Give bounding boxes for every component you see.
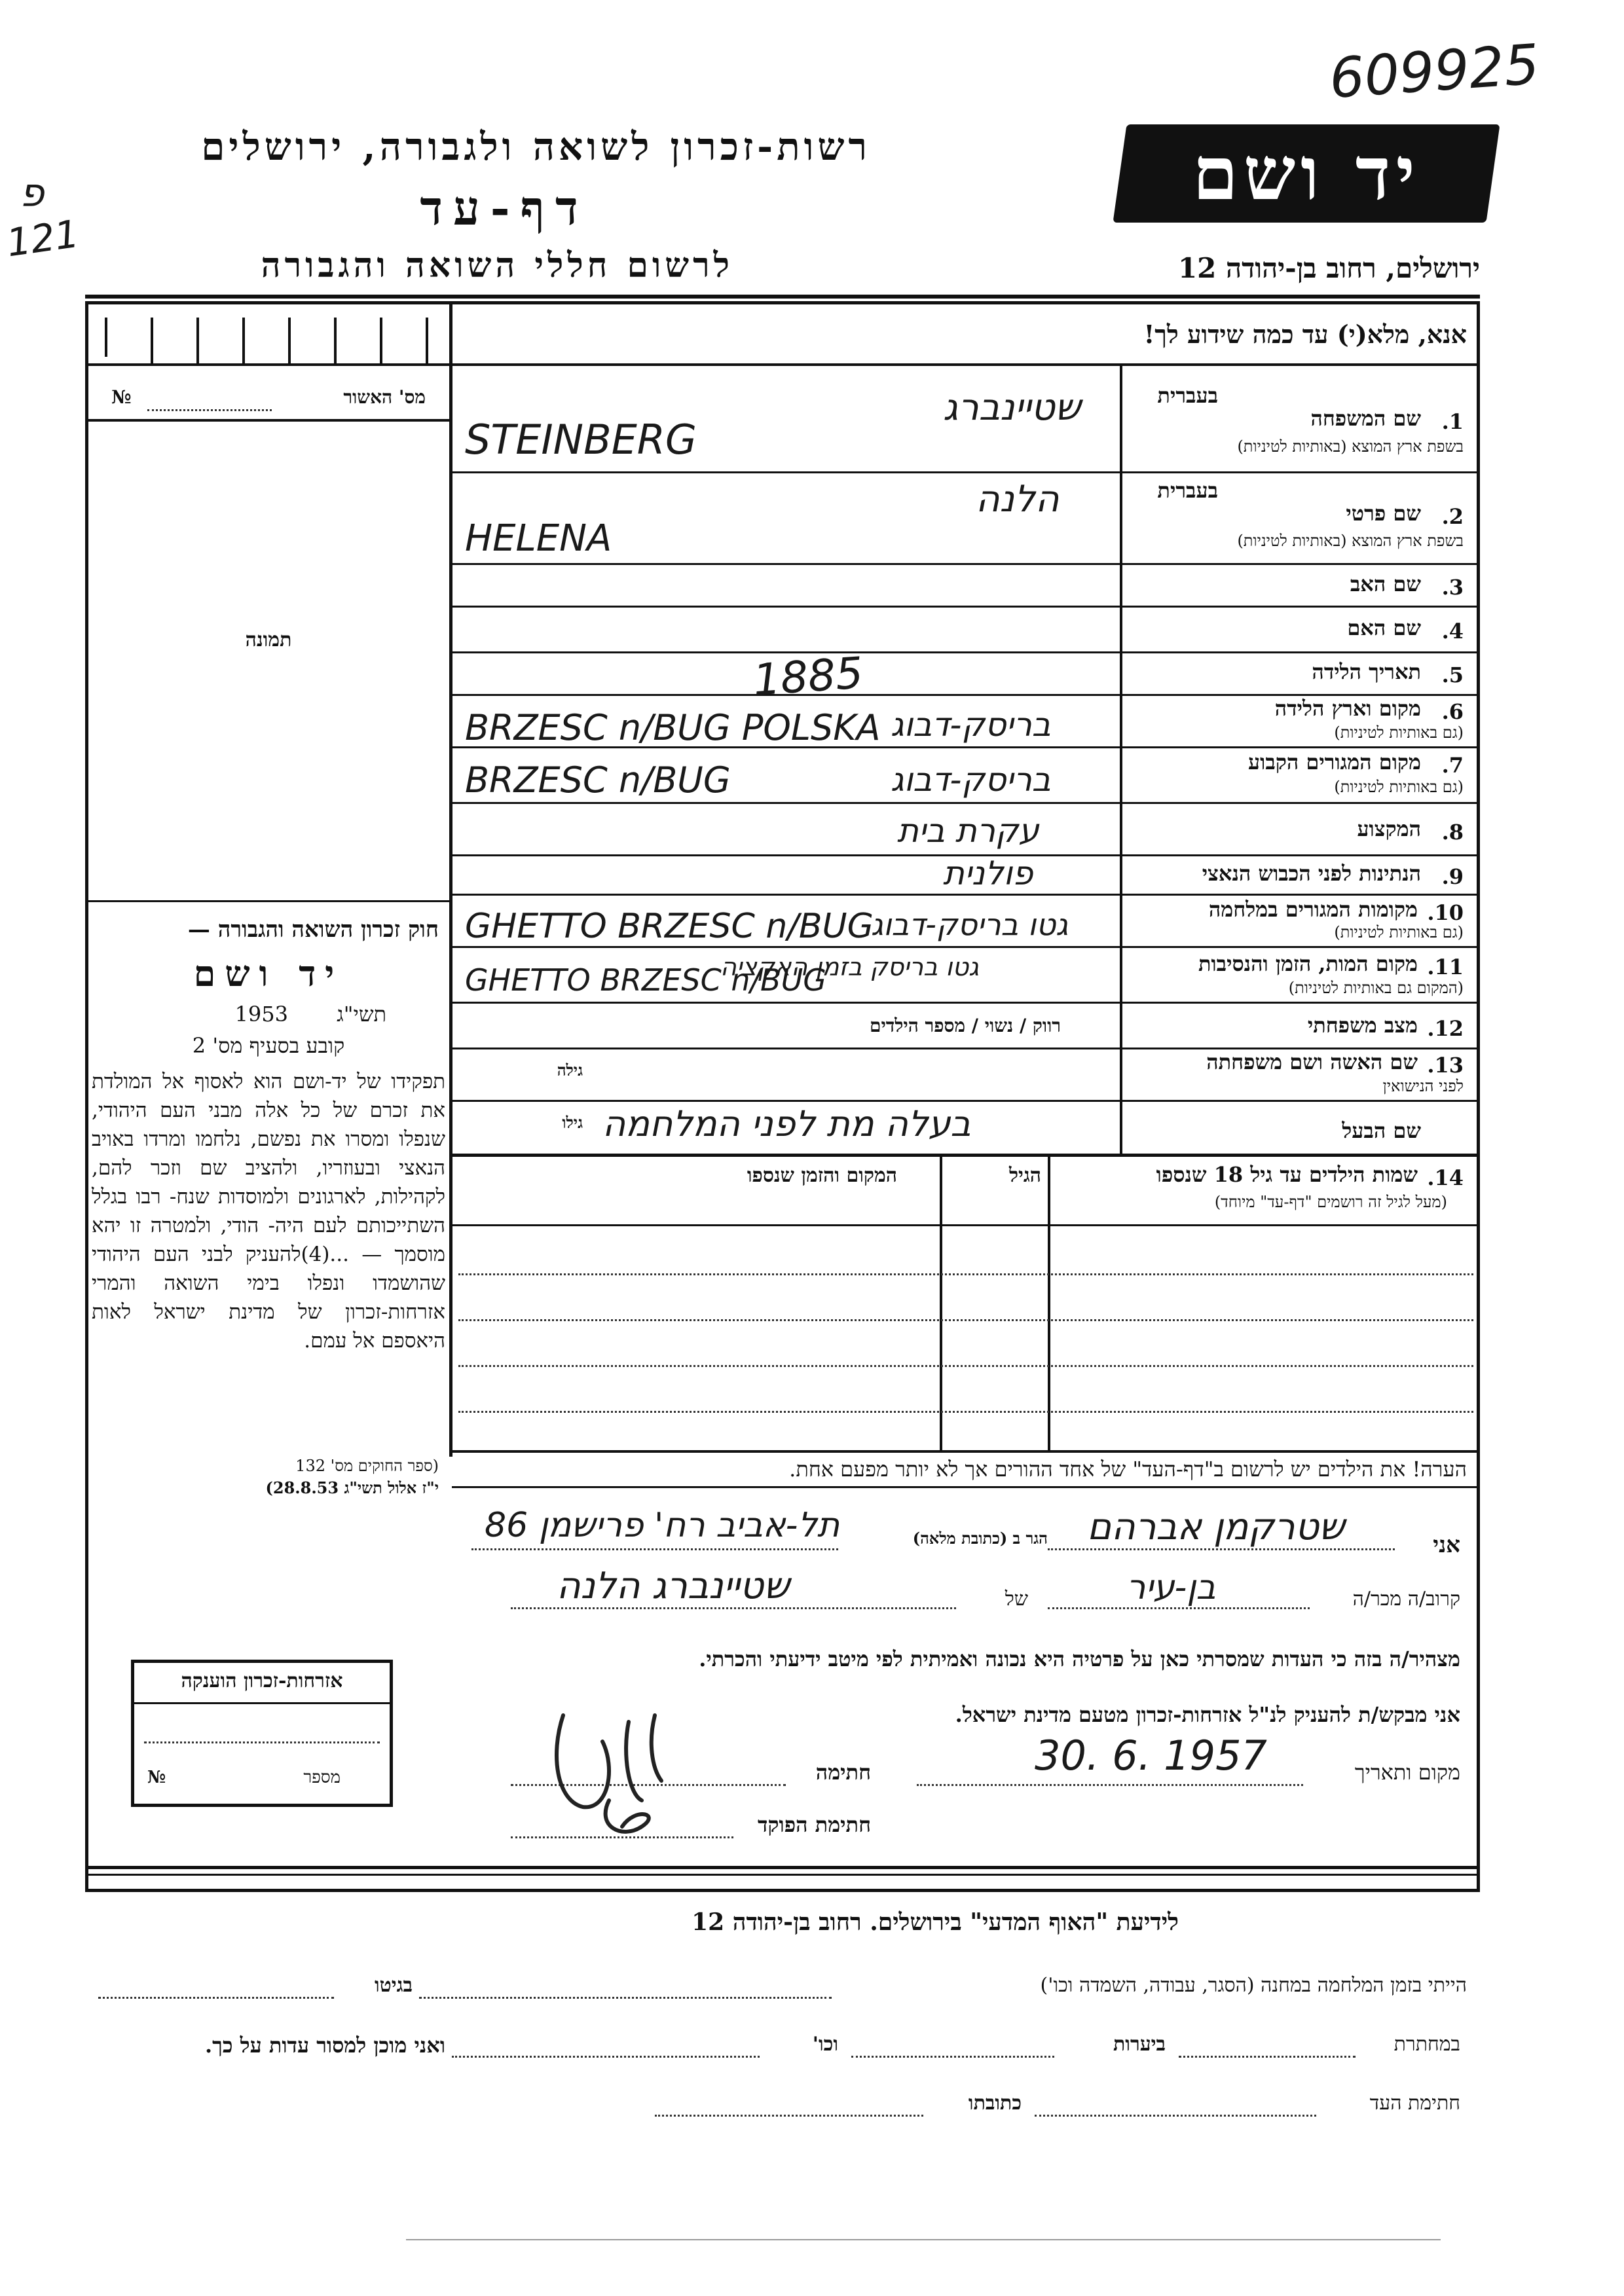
field-12-num: 12. xyxy=(1427,1016,1464,1041)
footer-address-line[interactable] xyxy=(655,2115,923,2117)
field-1-label: שם המשפחה xyxy=(1310,406,1421,431)
children-col-divider-1 xyxy=(1048,1156,1050,1450)
side-note-number: 121 xyxy=(3,211,82,266)
form-name: דף-עד xyxy=(420,180,589,236)
page-bottom-line xyxy=(406,2239,1441,2240)
header-divider xyxy=(85,295,1480,299)
approval-no-symbol: № xyxy=(111,386,132,408)
children-row[interactable] xyxy=(458,1319,1473,1321)
field-1-latin-value[interactable]: STEINBERG xyxy=(465,416,697,464)
law-clause: קובע בסעיף מס' 2 xyxy=(192,1033,345,1058)
footer-line3-start: חתימת העד xyxy=(1369,2092,1460,2115)
row-line xyxy=(452,471,1480,473)
row-line xyxy=(452,651,1480,653)
field-2-num: 2. xyxy=(1441,504,1464,529)
footer-line2-mid1: ביערות xyxy=(1113,2033,1166,2056)
footer-title: לידיעת "האוף המדעי" בירושלים. רחוב בן-יהודה 12 xyxy=(692,1908,1179,1936)
law-year-heb: תשי"ג xyxy=(337,1002,386,1027)
field-4-num: 4. xyxy=(1441,619,1464,644)
left-column-divider xyxy=(449,301,452,1457)
row-line xyxy=(452,946,1480,948)
children-col-age: הגיל xyxy=(1008,1164,1041,1187)
field-9-value[interactable]: פולנית xyxy=(943,854,1033,892)
decl-relation-value[interactable]: בן-עיר xyxy=(1126,1568,1216,1607)
field-10-sub: (גם באותיות לטיניות) xyxy=(1334,923,1464,941)
photo-label: תמונה xyxy=(245,629,292,651)
footer-line2-start: במחתרת xyxy=(1393,2033,1460,2056)
footer-line3-mid: כתובתו xyxy=(968,2092,1022,2115)
footer-witness-sign-line[interactable] xyxy=(1035,2115,1316,2117)
decl-relation-name[interactable]: שטיינברג הלנה xyxy=(557,1565,790,1607)
approval-boxes xyxy=(105,318,448,357)
decl-address-line xyxy=(471,1548,838,1550)
field-3-num: 3. xyxy=(1441,575,1464,600)
box-tick xyxy=(380,318,382,363)
field-8-num: 8. xyxy=(1441,820,1464,845)
box-tick xyxy=(196,318,199,363)
field-7-num: 7. xyxy=(1441,753,1464,778)
children-num: 14. xyxy=(1427,1165,1464,1190)
footer-etc-line[interactable] xyxy=(452,2056,760,2058)
address-header: ירושלים, רחוב בן-יהודה 12 xyxy=(1177,252,1480,284)
field-7-sub: (גם באותיות לטיניות) xyxy=(1334,778,1464,796)
box-tick xyxy=(242,318,245,363)
serial-number: 609925 xyxy=(1327,31,1541,111)
field-6-num: 6. xyxy=(1441,699,1464,724)
decl-resides-label: הגר ב (כתובת מלאה) xyxy=(912,1529,1048,1548)
field-13-label: שם האשה ושם משפחתה xyxy=(1206,1049,1418,1074)
law-source: (ספר החוקים מס' 132 xyxy=(295,1457,439,1475)
field-6-sub: (גם באותיות לטיניות) xyxy=(1334,723,1464,742)
children-label: שמות הילדים עד גיל 18 שנספו xyxy=(1156,1162,1418,1187)
children-row[interactable] xyxy=(458,1411,1473,1413)
box-tick xyxy=(151,318,153,363)
handwritten-signature xyxy=(537,1676,720,1853)
decl-i-label: אני xyxy=(1433,1532,1460,1558)
decl-place-date-line xyxy=(917,1784,1303,1786)
field-1-num: 1. xyxy=(1441,409,1464,434)
citizenship-no-symbol: № xyxy=(147,1768,166,1787)
law-source-date: י"ז אלול תשי"ג 28.8.53) xyxy=(265,1478,439,1497)
field-husband-label: שם הבעל xyxy=(1342,1118,1421,1143)
decl-inspector-label: חתימת הפוקד xyxy=(758,1812,871,1837)
row-line xyxy=(452,1100,1480,1102)
decl-place-date-label: מקום ותאריך xyxy=(1354,1760,1460,1785)
field-2-heb-value[interactable]: הלנה xyxy=(976,478,1060,520)
footer-divider-thick xyxy=(85,1866,1480,1869)
children-sub: (מעל לגיל זה רושמים "דף-עד" מיוחד) xyxy=(1214,1193,1447,1211)
field-5-num: 5. xyxy=(1441,663,1464,687)
photo-top xyxy=(85,419,452,422)
footer-line1-end: בגיטו xyxy=(374,1974,413,1997)
field-7-label: מקום המגורים הקבוע xyxy=(1248,750,1421,774)
children-note: הערה! את הילדים יש לרשום ב"דף-העד" של אחד ההורים אך לא יותר מפעם אחת. xyxy=(789,1457,1467,1482)
instruction-divider xyxy=(452,363,1480,366)
box-tick xyxy=(288,318,291,363)
field-2-latin-value[interactable]: HELENA xyxy=(465,517,612,560)
citizenship-divider xyxy=(131,1702,393,1704)
field-11-value[interactable]: גטו בריסק בזמן האקציה xyxy=(720,953,979,981)
field-10-label: מקומות המגורים במלחמה xyxy=(1208,897,1418,922)
law-logo: יד ושם xyxy=(193,953,344,994)
field-10-value[interactable]: גטו בריסק-דבוג xyxy=(871,907,1069,942)
field-8-label: המקצוע xyxy=(1357,816,1421,841)
field-8-value[interactable]: עקרת בית xyxy=(897,812,1039,850)
citizenship-line xyxy=(144,1741,380,1743)
citizenship-number-label: מספר xyxy=(303,1768,341,1787)
field-11-label: מקום המות, הזמן והנסיבות xyxy=(1198,951,1418,976)
field-12-label: מצב משפחתי xyxy=(1307,1013,1418,1038)
footer-underground-line[interactable] xyxy=(1179,2056,1356,2058)
field-10-num: 10. xyxy=(1427,900,1464,925)
children-bottom xyxy=(452,1450,1480,1453)
row-line xyxy=(452,1154,1480,1157)
decl-name-line xyxy=(1048,1548,1395,1550)
citizenship-title: אזרחות-זכרון הוענקה xyxy=(181,1669,343,1692)
children-col-place: המקום והזמן שנספו xyxy=(747,1164,897,1187)
field-2-heb-tag: בעברית xyxy=(1157,478,1218,503)
instruction: אנא, מלא(י) עד כמה שידוע לך! xyxy=(1143,319,1467,349)
approval-bottom xyxy=(85,363,452,366)
field-1-heb-value[interactable]: שטיינברג xyxy=(943,386,1081,429)
field-6-value[interactable]: בריסק-דבוג xyxy=(891,706,1051,744)
decl-address-value[interactable]: תל-אביב רח' פרישמן 86 xyxy=(485,1506,840,1545)
field-1-sub: בשפת ארץ המוצא (באותיות לטיניות) xyxy=(1237,437,1464,456)
authority-title: רשות-זכרון לשואה ולגבורה, ירושלים xyxy=(201,124,871,169)
field-12-status-options: רווק / נשוי / מספר הילדים xyxy=(869,1015,1061,1036)
footer-line2-end: ואני מוכן למסור עדות על כך. xyxy=(204,2033,445,2058)
field-2-sub: בשפת ארץ המוצא (באותיות לטיניות) xyxy=(1237,532,1464,550)
footer-forests-line[interactable] xyxy=(851,2056,1054,2058)
decl-relation-name-line xyxy=(511,1607,956,1609)
field-7-value[interactable]: בריסק-דבוג xyxy=(891,761,1051,799)
side-note-letter: פ xyxy=(20,170,45,216)
field-1-heb-tag: בעברית xyxy=(1157,383,1218,408)
approval-line xyxy=(147,409,272,411)
field-11-latin-value[interactable]: GHETTO BRZESC n/BUG xyxy=(465,962,826,998)
field-13-age-label: גילה xyxy=(557,1061,583,1080)
field-10-latin-value[interactable]: GHETTO BRZESC n/BUG xyxy=(465,907,874,946)
law-title: חוק זכרון השואה והגבורה — xyxy=(187,917,439,943)
field-husband-age-label: גילו xyxy=(562,1113,583,1132)
children-row[interactable] xyxy=(458,1273,1473,1275)
box-tick xyxy=(426,318,428,363)
field-7-latin-value[interactable]: BRZESC n/BUG xyxy=(465,759,731,801)
footer-divider-thin xyxy=(85,1874,1480,1876)
field-9-num: 9. xyxy=(1441,864,1464,889)
decl-relation-line xyxy=(1048,1607,1310,1609)
decl-name-value[interactable]: שטרקמן אברהם xyxy=(1087,1506,1345,1548)
field-husband-value[interactable]: בעלה מת לפני המלחמה xyxy=(602,1103,971,1144)
box-tick xyxy=(334,318,337,363)
field-2-label: שם פרטי xyxy=(1346,501,1421,526)
children-header-line xyxy=(452,1224,1480,1226)
footer-line1-start: הייתי בזמן המלחמה במחנה (הסגר, עבודה, השמדה וכו') xyxy=(1040,1974,1467,1997)
decl-statement: מצהיר/ה בזה כי העדות שמסרתי כאן על פרטיה היא נכונה ואמיתית לפי מיטב ידיעתי והכרתי. xyxy=(699,1647,1460,1671)
field-6-label: מקום וארץ הלידה xyxy=(1274,696,1421,721)
field-11-num: 11. xyxy=(1427,955,1464,979)
row-line xyxy=(452,894,1480,896)
law-year: 1953 xyxy=(234,1002,288,1027)
note-bottom xyxy=(452,1486,1480,1488)
field-5-label: תאריך הלידה xyxy=(1312,659,1421,684)
form-subtitle: לרשום חללי השואה והגבורה xyxy=(261,246,733,285)
footer-ghetto-line[interactable] xyxy=(98,1997,334,1999)
children-row[interactable] xyxy=(458,1365,1473,1367)
decl-of-label: של xyxy=(1005,1588,1028,1611)
sidebar-top xyxy=(85,900,452,902)
decl-place-date-value[interactable]: 30. 6. 1957 xyxy=(1035,1732,1267,1779)
field-5-value[interactable]: 1885 xyxy=(751,647,865,706)
children-col-divider-2 xyxy=(940,1156,942,1450)
field-3-label: שם האב xyxy=(1350,572,1421,596)
row-line xyxy=(452,1002,1480,1004)
approval-label: מס' האשור xyxy=(343,386,426,408)
field-13-num: 13. xyxy=(1427,1053,1464,1078)
label-column-divider xyxy=(1120,363,1122,1156)
law-text: תפקידו של יד-ושם הוא לאסוף אל המולדת את זכרם של כל אלה מבני העם היהודי, שנפלו ומסרו את נפשם, נלחמו ומרדו באויב הנאצי ובעוזריו, ולהציב שם וזכר להם, לקהילות, לארגונים ולמוסדות שנח- רבו בגלל השתייכותם לעם היה- הודי, ולמטרה זו יהא מוסמך — ...(4)להעניק לבני העם היהודי שהושמדו ונפלו בימי השואה והמרי אזרחות-זכרון של מדינת ישראל לאות היאספם אל עמם. xyxy=(92,1070,445,1353)
logo-text: יד ושם xyxy=(1192,131,1421,217)
field-4-label: שם האם xyxy=(1347,615,1421,640)
decl-relation-label: קרוב/ה מכר/ה xyxy=(1352,1588,1460,1611)
field-6-latin-value[interactable]: BRZESC n/BUG POLSKA xyxy=(465,707,881,748)
row-line xyxy=(452,802,1480,804)
field-11-sub: (המקום גם באותיות לטיניות) xyxy=(1288,979,1464,997)
field-9-label: הנתינות לפני הכבוש הנאצי xyxy=(1202,861,1421,886)
decl-request: אני מבקש/ת להעניק לנ"ל אזרחות-זכרון מטעם מדינת ישראל. xyxy=(955,1702,1460,1727)
row-line xyxy=(452,563,1480,565)
decl-signature-label: חתימה xyxy=(815,1760,871,1785)
row-line xyxy=(452,606,1480,608)
field-13-sub: לפני הנישואין xyxy=(1382,1077,1464,1095)
footer-line2-mid2: וכו' xyxy=(812,2033,838,2056)
footer-camp-line[interactable] xyxy=(419,1997,832,1999)
